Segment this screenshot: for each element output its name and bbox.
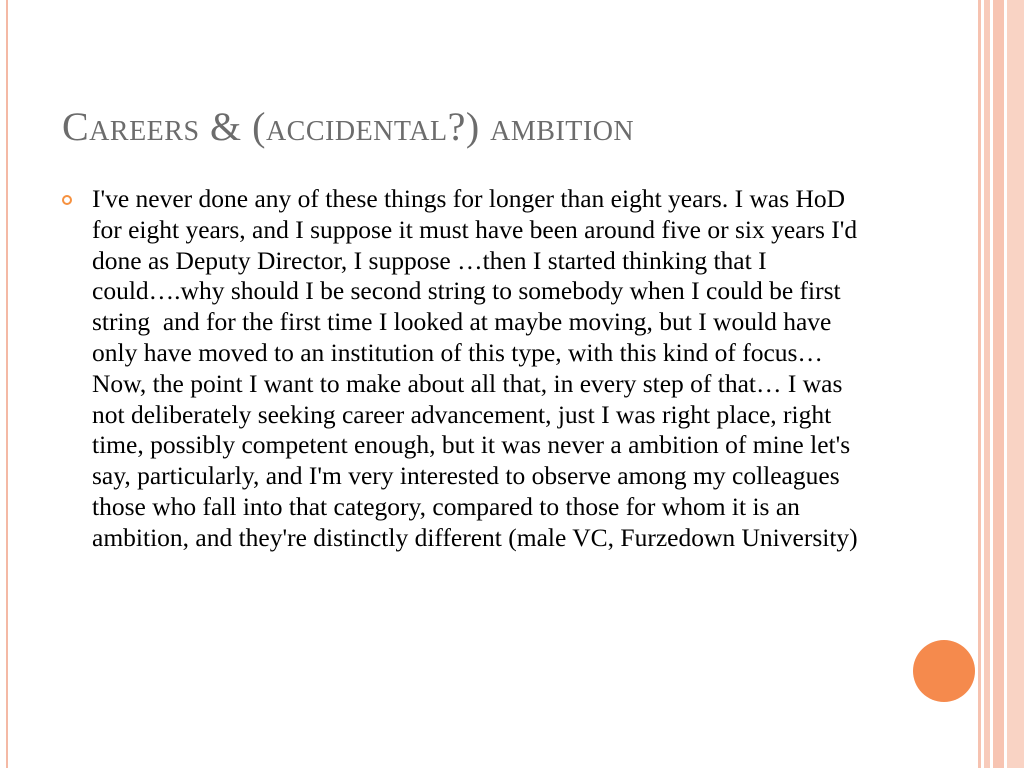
right-decorative-stripe bbox=[1007, 0, 1024, 768]
slide-body bbox=[62, 184, 868, 554]
right-decorative-stripe bbox=[984, 0, 990, 768]
left-border-line bbox=[6, 0, 8, 768]
accent-circle bbox=[913, 640, 975, 702]
right-decorative-stripe bbox=[978, 0, 981, 768]
slide-title: Careers & (accidental?) ambition bbox=[62, 104, 635, 149]
circle-bullet-icon bbox=[62, 195, 72, 205]
bullet-item bbox=[62, 184, 868, 554]
right-decorative-stripe bbox=[993, 0, 1004, 768]
bullet-text: I've never done any of these things for longer than eight years. I was HoD for eight years, and I suppose it must have been around five or six years I'd done as Deputy Director, I suppose …then I started thinking that I could….why should I be second string to somebody when I could be first string and for the first time I looked at maybe moving, but I would have only have moved to an institution of this type, with this kind of focus… Now, the point I want to make about all that, in every step of that… I was not deliberately seeking career advancement, just I was right place, right time, possibly competent enough, but it was never a ambition of mine let's say, particularly, and I'm very interested to observe among my colleagues those who fall into that category, compared to those for whom it is an ambition, and they're distinctly different (male VC, Furzedown University) bbox=[92, 184, 864, 552]
